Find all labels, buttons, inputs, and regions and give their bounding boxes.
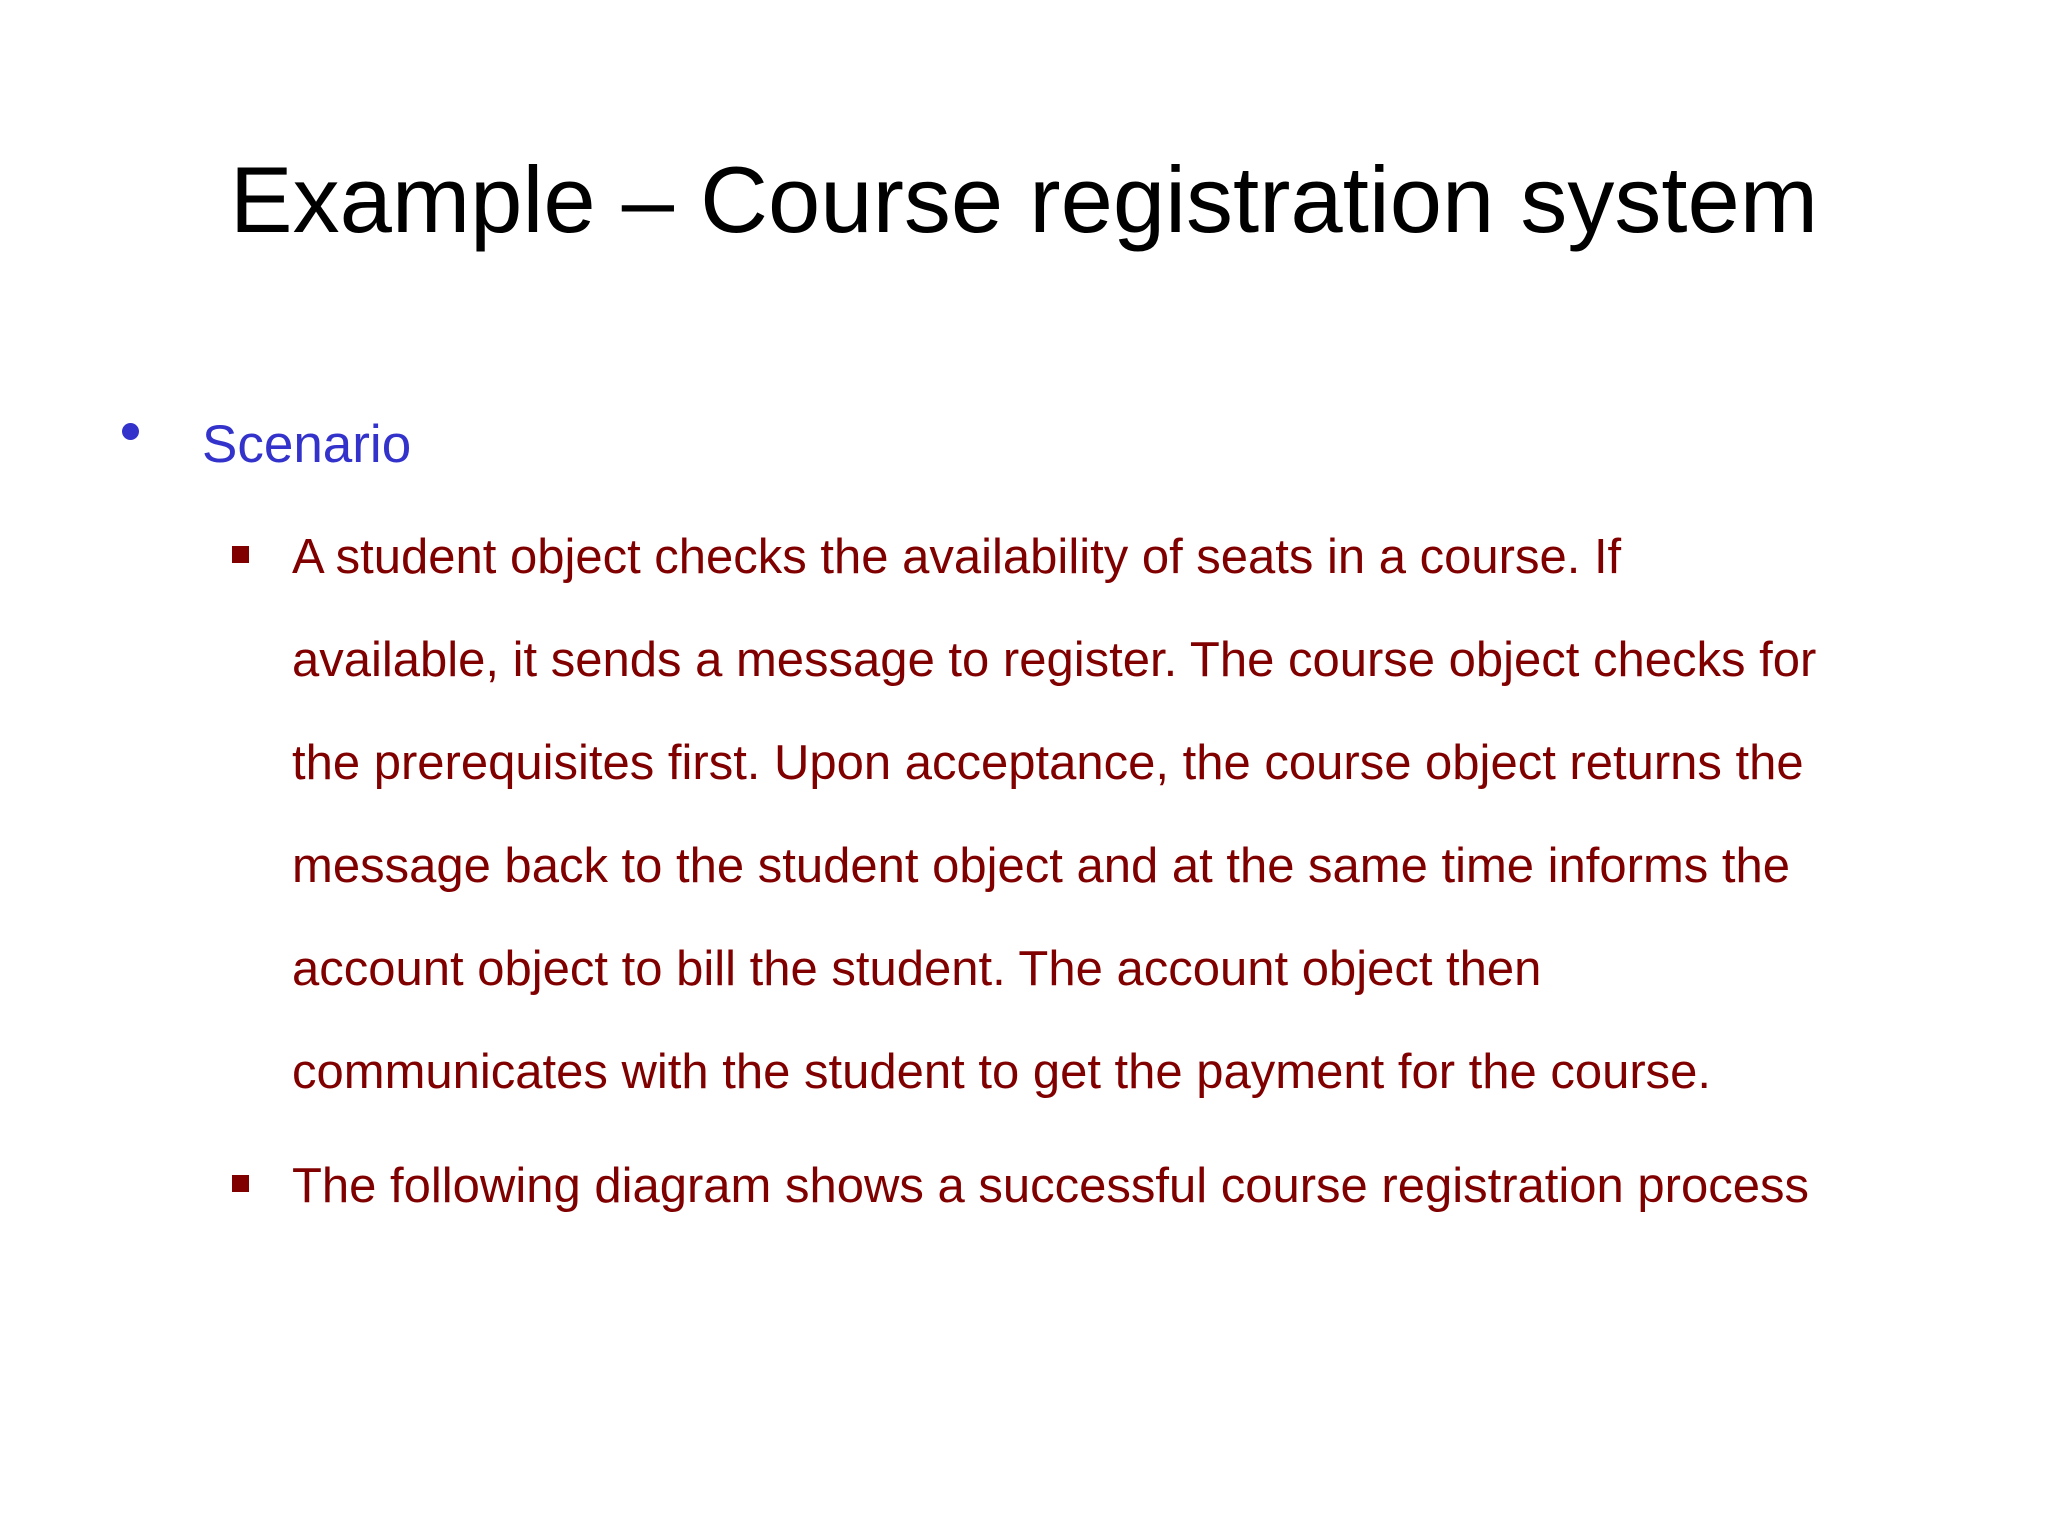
sub-bullet-line: message back to the student object and at the same time informs the xyxy=(292,839,1791,893)
sub-bullet-line: account object to bill the student. The account object then xyxy=(292,942,1542,996)
round-bullet-icon xyxy=(122,423,139,440)
square-bullet-icon xyxy=(232,1175,249,1192)
bullet-scenario-label: Scenario xyxy=(202,415,412,474)
sub-bullet-line: the prerequisites first. Upon acceptance, the course object returns the xyxy=(292,736,1804,790)
sub-bullet-line: A student object checks the availability of seats in a course. If xyxy=(292,530,1622,584)
sub-bullet-line: communicates with the student to get the payment for the course. xyxy=(292,1045,1712,1099)
square-bullet-icon xyxy=(232,546,249,563)
sub-bullet-line: available, it sends a message to register. The course object checks for xyxy=(292,633,1817,687)
slide-title: Example – Course registration system xyxy=(229,147,1819,252)
sub-bullet-line: The following diagram shows a successful course registration process xyxy=(292,1159,1809,1213)
